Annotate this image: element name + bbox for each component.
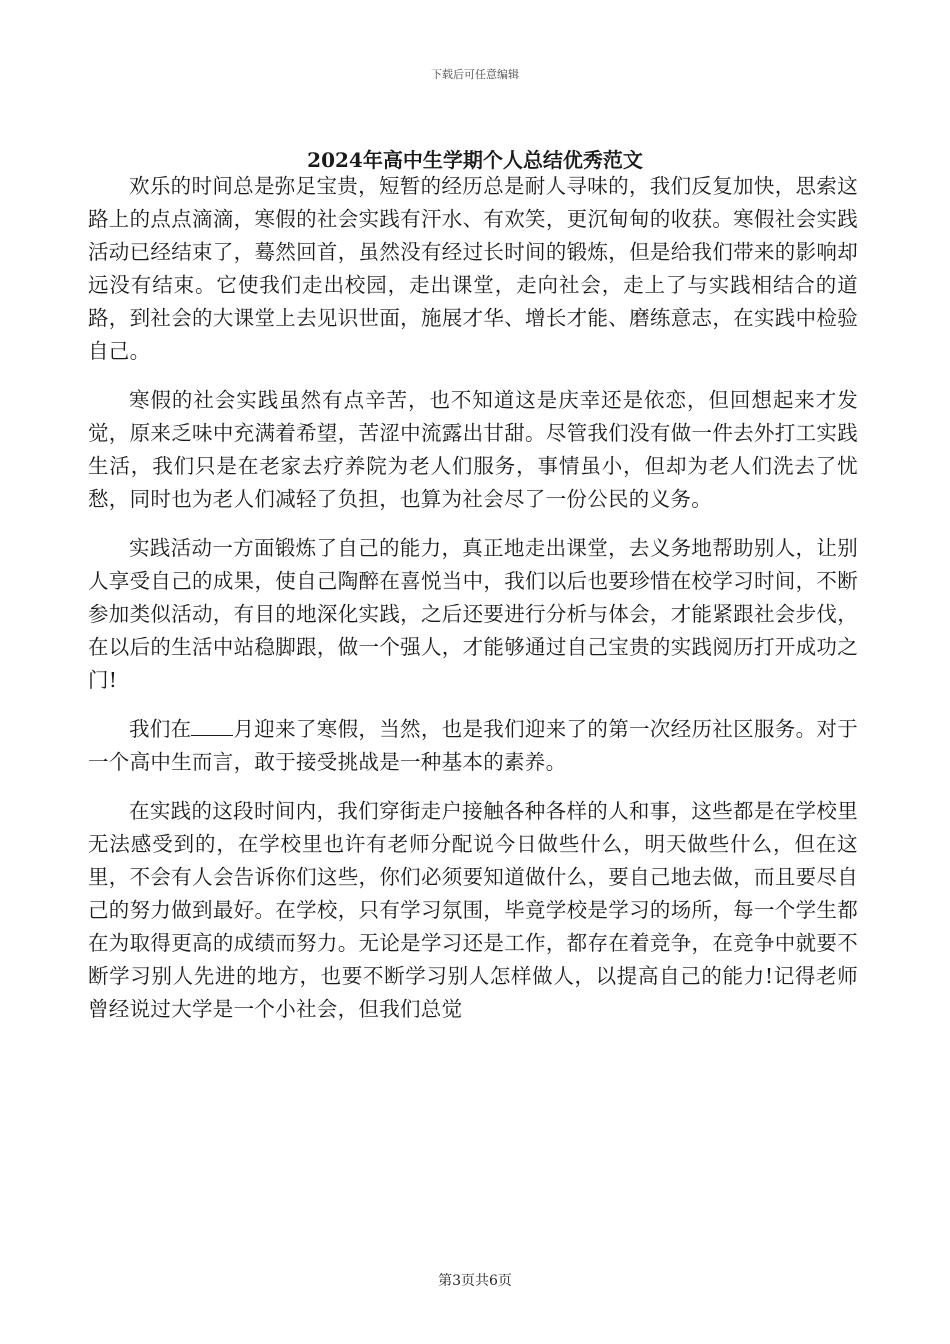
fill-in-blank	[191, 713, 233, 736]
paragraph-1: 欢乐的时间总是弥足宝贵，短暂的经历总是耐人寻味的，我们反复加快，思索这路上的点点滴滴，寒假的社会实践有汗水、有欢笑，更沉甸甸的收获。寒假社会实践活动已经结束了，蓦然回首，虽然没有经过长时间的锻炼，但是给我们带来的影响却远没有结束。它使我们走出校园，走出课堂，走向社会，走上了与实践相结合的道路，到社会的大课堂上去见识世面，施展才华、增长才能、磨练意志，在实践中检验自己。	[88, 174, 858, 363]
document-body	[88, 170, 858, 1042]
page-number: 第3页共6页	[438, 1273, 512, 1289]
paragraph-2: 寒假的社会实践虽然有点辛苦，也不知道这是庆幸还是依恋，但回想起来才发觉，原来乏味中充满着希望，苦涩中流露出甘甜。尽管我们没有做一件去外打工实践生活，我们只是在老家去疗养院为老人们服务，事情虽小，但却为老人们洗去了忧愁，同时也为老人们减轻了负担，也算为社会尽了一份公民的义务。	[88, 388, 858, 511]
header-note: 下载后可任意编辑	[431, 68, 519, 81]
paragraph-4-after: 月迎来了寒假，当然，也是我们迎来了的第一次经历社区服务。对于一个高中生而言，敢于接受挑战是一种基本的素养。	[88, 717, 859, 774]
document-title: 2024年高中生学期个人总结优秀范文	[307, 148, 643, 172]
paragraph-4-before: 我们在	[129, 717, 192, 741]
paragraph-3: 实践活动一方面锻炼了自己的能力，真正地走出课堂，去义务地帮助别人，让别人享受自己的成果，使自己陶醉在喜悦当中，我们以后也要珍惜在校学习时间，不断参加类似活动，有目的地深化实践，之后还要进行分析与体会，才能紧跟社会步伐，在以后的生活中站稳脚跟，做一个强人，才能够通过自己宝贵的实践阅历打开成功之门!	[88, 536, 858, 692]
paragraph-5: 在实践的这段时间内，我们穿街走户接触各种各样的人和事，这些都是在学校里无法感受到的，在学校里也许有老师分配说今日做些什么，明天做些什么，但在这里，不会有人会告诉你们这些，你们必须要知道做什么，要自己地去做，而且要尽自己的努力做到最好。在学校，只有学习氛围，毕竟学校是学习的场所，每一个学生都在为取得更高的成绩而努力。无论是学习还是工作，都存在着竞争，在竞争中就要不断学习别人先进的地方，也要不断学习别人怎样做人，以提高自己的能力!记得老师曾经说过大学是一个小社会，但我们总觉	[88, 799, 858, 1021]
paragraph-4	[88, 713, 858, 779]
